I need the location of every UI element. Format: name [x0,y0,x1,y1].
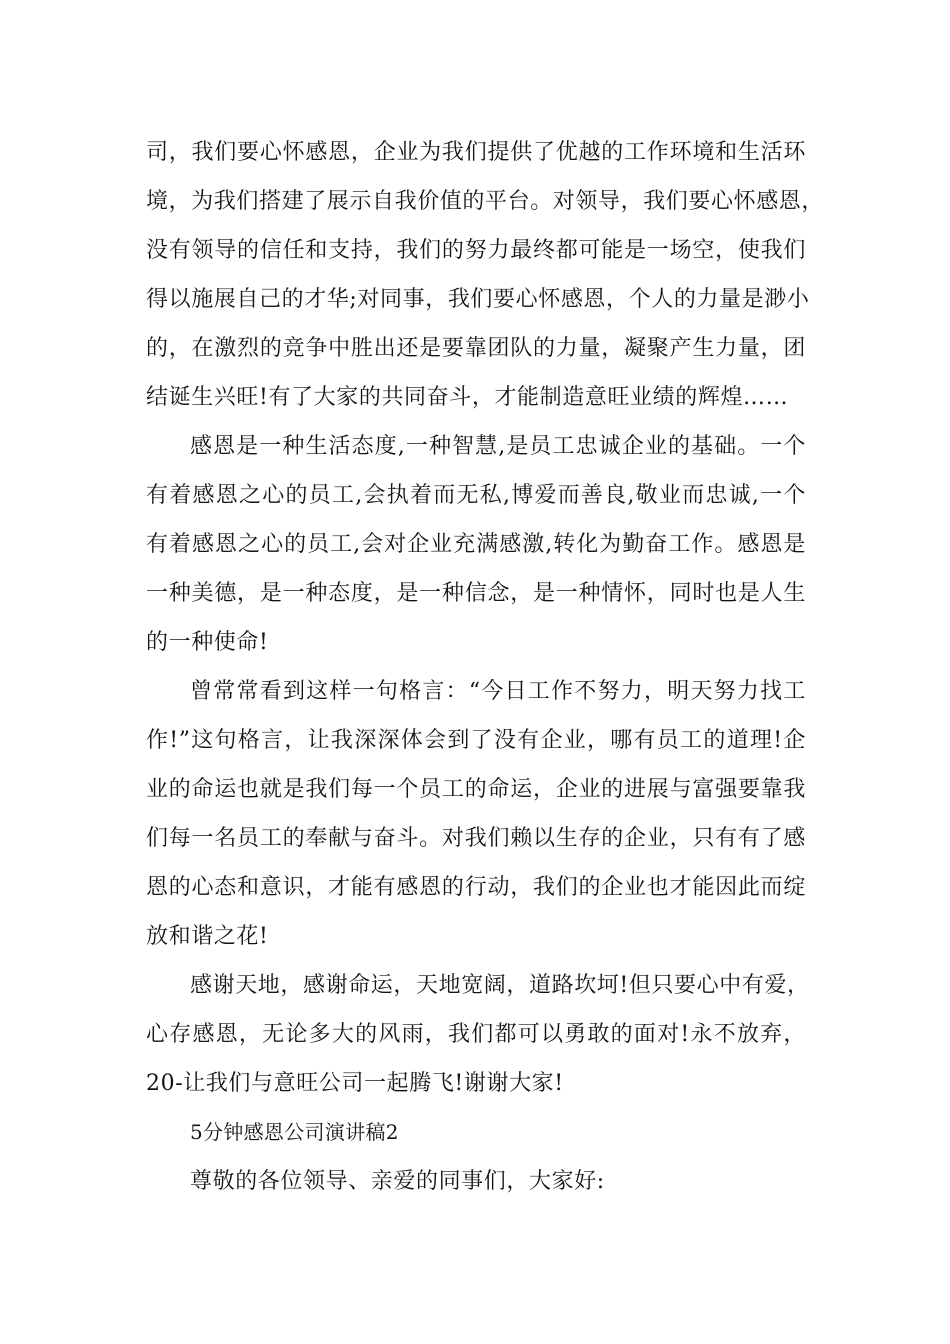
text-line: 的一种使命! [146,630,269,655]
text-line: 一种美德，是一种态度，是一种信念，是一种情怀，同时也是人生 [146,581,806,606]
text-line: 司，我们要心怀感恩，企业为我们提供了优越的工作环境和生活环 [146,140,806,165]
text-line: 们每一名员工的奉献与奋斗。对我们赖以生存的企业，只有有了感 [146,826,806,851]
text-line: 尊敬的各位领导、亲爱的同事们，大家好: [190,1169,605,1194]
text-line: 业的命运也就是我们每一个员工的命运，企业的进展与富强要靠我 [146,777,806,802]
text-line: 恩的心态和意识，才能有感恩的行动，我们的企业也才能因此而绽 [146,875,806,900]
section-heading: 5分钟感恩公司演讲稿2 [190,1120,399,1144]
text-line: 曾常常看到这样一句格言：“今日工作不努力，明天努力找工 [190,679,806,704]
text-line: 感谢天地，感谢命运，天地宽阔，道路坎坷!但只要心中有爱， [190,973,810,998]
text-line: 有着感恩之心的员工,会对企业充满感激,转化为勤奋工作。感恩是 [146,532,806,557]
text-line: 放和谐之花! [146,924,269,949]
text-line: 有着感恩之心的员工,会执着而无私,博爱而善良,敬业而忠诚,一个 [146,483,806,508]
text-line: 结诞生兴旺!有了大家的共同奋斗，才能制造意旺业绩的辉煌…… [146,385,789,410]
paragraph-closing [146,961,810,1108]
text-line: 20-让我们与意旺公司一起腾飞!谢谢大家! [146,1071,564,1096]
text-line: 得以施展自己的才华;对同事，我们要心怀感恩，个人的力量是渺小 [146,287,810,312]
paragraph-gratitude-company [146,128,825,422]
paragraph-gratitude-attitude [146,422,806,667]
text-line: 感恩是一种生活态度,一种智慧,是员工忠诚企业的基础。一个 [190,434,806,459]
paragraph-greeting [146,1157,806,1206]
document-body [146,128,825,1206]
text-line: 作!”这句格言，让我深深体会到了没有企业，哪有员工的道理!企 [146,728,806,753]
text-line: 的，在激烈的竞争中胜出还是要靠团队的力量，凝聚产生力量，团 [146,336,806,361]
speech-title [146,1108,806,1157]
text-line: 境，为我们搭建了展示自我价值的平台。对领导，我们要心怀感恩， [146,189,825,214]
text-line: 没有领导的信任和支持，我们的努力最终都可能是一场空，使我们 [146,238,806,263]
text-line: 心存感恩，无论多大的风雨，我们都可以勇敢的面对!永不放弃， [146,1022,806,1047]
paragraph-motto [146,667,806,961]
